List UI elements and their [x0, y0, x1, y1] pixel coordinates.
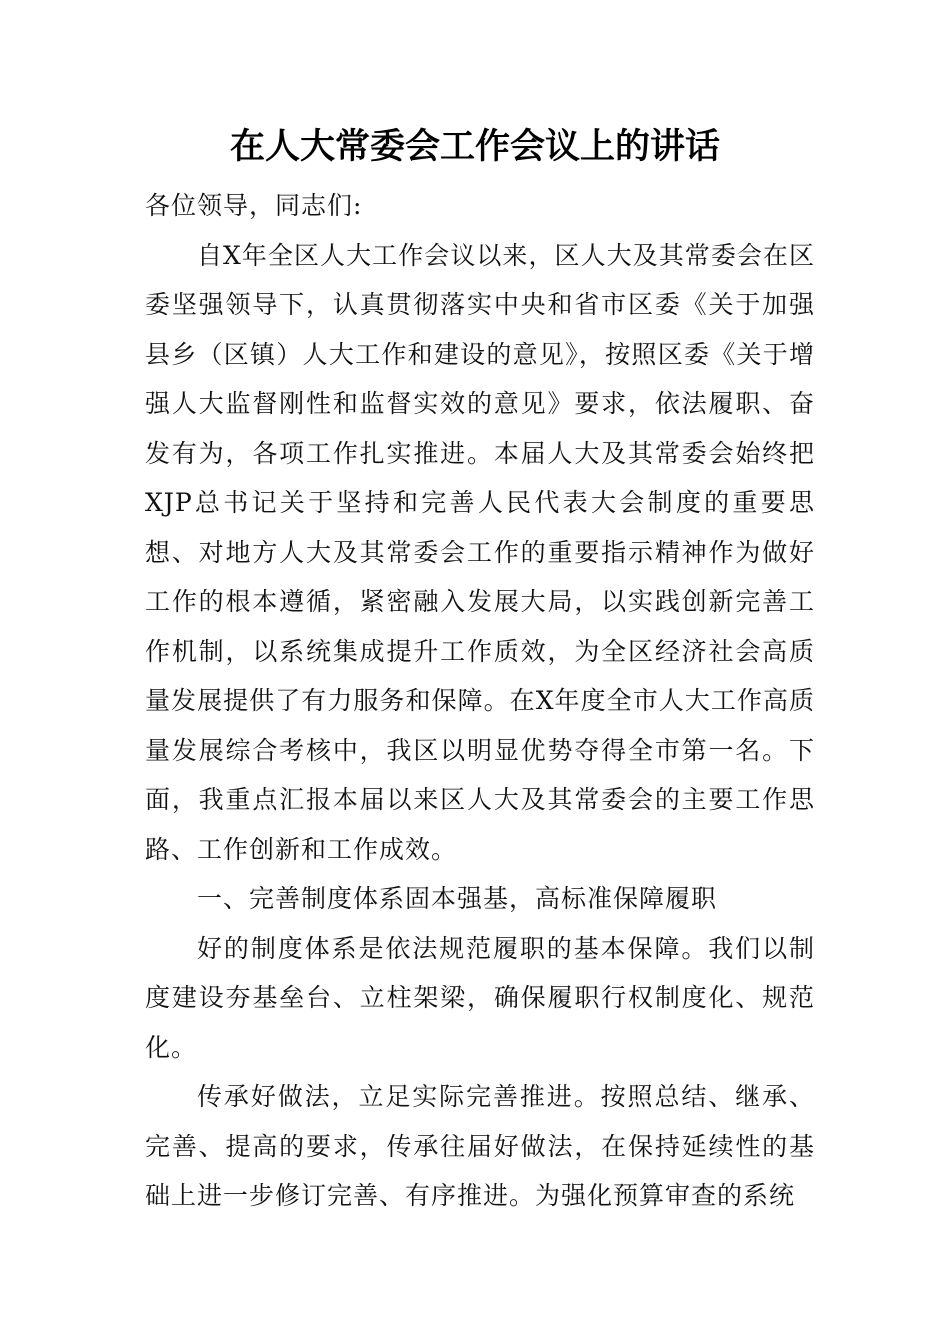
paragraph-section-1-detail: 传承好做法，立足实际完善推进。按照总结、继承、完善、提高的要求，传承往届好做法，在保持延续性的基础上进一步修订完善、有序推进。为强化预算审查的系统	[145, 1082, 815, 1210]
paragraph-intro: 自X年全区人大工作会议以来，区人大及其常委会在区委坚强领导下，认真贯彻落实中央和省市区委《关于加强县乡（区镇）人大工作和建设的意见》，按照区委《关于增强人大监督刚性和监督实效的意见》要求，依法履职、奋发有为，各项工作扎实推进。本届人大及其常委会始终把XJP总书记关于坚持和完善人民代表大会制度的重要思想、对地方人大及其常委会工作的重要指示精神作为做好工作的根本遵循，紧密融入发展大局，以实践创新完善工作机制，以系统集成提升工作质效，为全区经济社会高质量发展提供了有力服务和保障。在X年度全市人大工作高质量发展综合考核中，我区以明显优势夺得全市第一名。下面，我重点汇报本届以来区人大及其常委会的主要工作思路、工作创新和工作成效。	[145, 240, 815, 864]
document-body	[145, 181, 815, 1221]
paragraph-section-1-intro: 好的制度体系是依法规范履职的基本保障。我们以制度建设夯基垒台、立柱架梁，确保履职行权制度化、规范化。	[145, 933, 815, 1062]
salutation: 各位领导，同志们:	[145, 191, 363, 220]
section-heading-1: 一、完善制度体系固本强基，高标准保障履职	[197, 884, 718, 913]
document-title: 在人大常委会工作会议上的讲话	[229, 126, 720, 167]
